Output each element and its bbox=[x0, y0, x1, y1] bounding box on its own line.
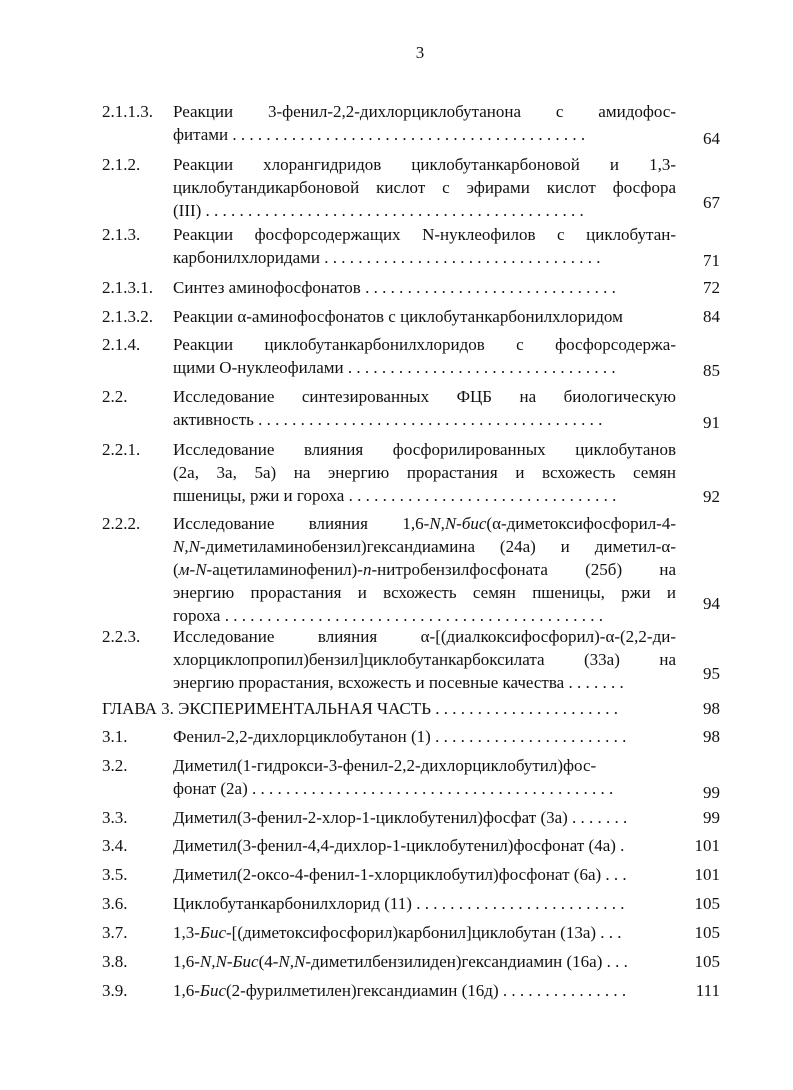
toc-chapter-title: ГЛАВА 3. ЭКСПЕРИМЕНТАЛЬНАЯ ЧАСТЬ . . . . . . . . . . . . . . . . . . . . . . bbox=[102, 699, 619, 718]
toc-title: Диметил(2-оксо-4-фенил-1-хлорциклобутил)фосфонат (6а) . . . bbox=[173, 865, 627, 884]
toc-section-number: 3.1. bbox=[102, 727, 128, 746]
toc-page-number: 72 bbox=[703, 278, 720, 297]
toc-title: 1,6-Бис(2-фурилметилен)гександиамин (16д) . . . . . . . . . . . . . . . bbox=[173, 981, 627, 1000]
toc-section-number: 3.5. bbox=[102, 865, 128, 884]
toc-title: Диметил(3-фенил-4,4-дихлор-1-циклобутенил)фосфонат (4а) . bbox=[173, 836, 625, 855]
toc-page-number: 101 bbox=[694, 836, 720, 855]
toc-page-number: 99 bbox=[703, 808, 720, 827]
toc-page-number: 99 bbox=[703, 783, 720, 802]
toc-title: Реакции хлорангидридов циклобутанкарбоновой и 1,3- циклобутандикарбоновой кислот с эфирами кислот фосфора (III) . . . . . . . . . . . . . . . . . . . . . . . . . . . . . . . . . . . . . . . . . . . . . bbox=[173, 155, 676, 220]
toc-page-number: 91 bbox=[703, 413, 720, 432]
toc-page-number: 101 bbox=[694, 865, 720, 884]
toc-title: Диметил(1-гидрокси-3-фенил-2,2-дихлорциклобутил)фос- фонат (2а) . . . . . . . . . . . . . . . . . . . . . . . . . . . . . . . . . . . . . . . . . . . bbox=[173, 756, 614, 798]
toc-section-number: 2.2.1. bbox=[102, 440, 141, 459]
toc-page-number: 84 bbox=[703, 307, 720, 326]
toc-section-number: 3.9. bbox=[102, 981, 128, 1000]
toc-title: Реакции α-аминофосфонатов с циклобутанкарбонилхлоридом bbox=[173, 307, 623, 326]
toc-section-number: 3.3. bbox=[102, 808, 128, 827]
toc-section-number: 3.6. bbox=[102, 894, 128, 913]
toc-page-number: 85 bbox=[703, 361, 720, 380]
toc-page-number: 92 bbox=[703, 487, 720, 506]
toc-section-number: 2.1.1.3. bbox=[102, 102, 153, 121]
toc-section-number: 2.1.3.2. bbox=[102, 307, 153, 326]
toc-title: Исследование синтезированных ФЦБ на биологическую активность . . . . . . . . . . . . . . . . . . . . . . . . . . . . . . . . . . . . . . . . . bbox=[173, 387, 676, 429]
toc-title: Реакции фосфорсодержащих N-нуклеофилов с циклобутан- карбонилхлоридами . . . . . . . . . . . . . . . . . . . . . . . . . . . . . . . . . bbox=[173, 225, 676, 267]
toc-section-number: 2.2.3. bbox=[102, 627, 141, 646]
toc-page-number: 105 bbox=[694, 923, 720, 942]
toc-page-number: 94 bbox=[703, 594, 720, 613]
toc-title: Синтез аминофосфонатов . . . . . . . . . . . . . . . . . . . . . . . . . . . . . . bbox=[173, 278, 616, 297]
toc-page-number: 67 bbox=[703, 193, 720, 212]
toc-title: Циклобутанкарбонилхлорид (11) . . . . . . . . . . . . . . . . . . . . . . . . . bbox=[173, 894, 625, 913]
toc-page-number: 105 bbox=[694, 894, 720, 913]
toc-page-number: 64 bbox=[703, 129, 720, 148]
toc-page-number: 95 bbox=[703, 664, 720, 683]
toc-page-number: 105 bbox=[694, 952, 720, 971]
toc-section-number: 2.1.3. bbox=[102, 225, 141, 244]
toc-section-number: 3.8. bbox=[102, 952, 128, 971]
toc-title: Фенил-2,2-дихлорциклобутанон (1) . . . . . . . . . . . . . . . . . . . . . . . bbox=[173, 727, 627, 746]
toc-section-number: 3.4. bbox=[102, 836, 128, 855]
toc-page-number: 98 bbox=[703, 727, 720, 746]
toc-section-number: 3.7. bbox=[102, 923, 128, 942]
toc-section-number: 2.1.2. bbox=[102, 155, 141, 174]
toc-section-number: 2.2.2. bbox=[102, 514, 141, 533]
toc-title: 1,6-N,N-Бис(4-N,N-диметилбензилиден)гександиамин (16а) . . . bbox=[173, 952, 628, 971]
toc-page-number: 111 bbox=[695, 981, 720, 1000]
toc-title: Реакции 3-фенил-2,2-дихлорциклобутанона с амидофос- фитами . . . . . . . . . . . . . . . . . . . . . . . . . . . . . . . . . . . . . . . . . . bbox=[173, 102, 676, 144]
toc-section-number: 3.2. bbox=[102, 756, 128, 775]
toc-page-number: 98 bbox=[703, 699, 720, 718]
toc-title: Диметил(3-фенил-2-хлор-1-циклобутенил)фосфат (3а) . . . . . . . bbox=[173, 808, 628, 827]
toc-title: Исследование влияния α-[(диалкоксифосфорил)-α-(2,2-ди- хлорциклопропил)бензил]циклобутанкарбоксилата (33а) на энергию прорастания, всхожесть и посевные качества . . . . . . . bbox=[173, 627, 676, 692]
toc-section-number: 2.2. bbox=[102, 387, 128, 406]
toc-section-number: 2.1.3.1. bbox=[102, 278, 153, 297]
toc-title: Исследование влияния фосфорилированных циклобутанов (2а, 3а, 5а) на энергию прорастания и всхожесть семян пшеницы, ржи и гороха . . . . . . . . . . . . . . . . . . . . . . . . . . . . . . . . bbox=[173, 440, 676, 505]
toc-title: Исследование влияния 1,6-N,N-бис(α-диметоксифосфорил-4- N,N-диметиламинобензил)гександиамина (24а) и диметил-α- (м-N-ацетиламинофенил)-п-нитробензилфосфоната (25б) на энергию прорастания и всхожесть семян пшеницы, ржи и гороха . . . . . . . . . . . . . . . . . . . . . . . . . . . . . . . . . . . . . . . . . . . . . bbox=[173, 514, 676, 625]
toc-page-number: 71 bbox=[703, 251, 720, 270]
toc-section-number: 2.1.4. bbox=[102, 335, 141, 354]
page-number: 3 bbox=[415, 43, 425, 62]
toc-title: Реакции циклобутанкарбонилхлоридов с фосфорсодержа- щими O-нуклеофилами . . . . . . . . . . . . . . . . . . . . . . . . . . . . . . . . bbox=[173, 335, 676, 377]
toc-title: 1,3-Бис-[(диметоксифосфорил)карбонил]циклобутан (13а) . . . bbox=[173, 923, 622, 942]
